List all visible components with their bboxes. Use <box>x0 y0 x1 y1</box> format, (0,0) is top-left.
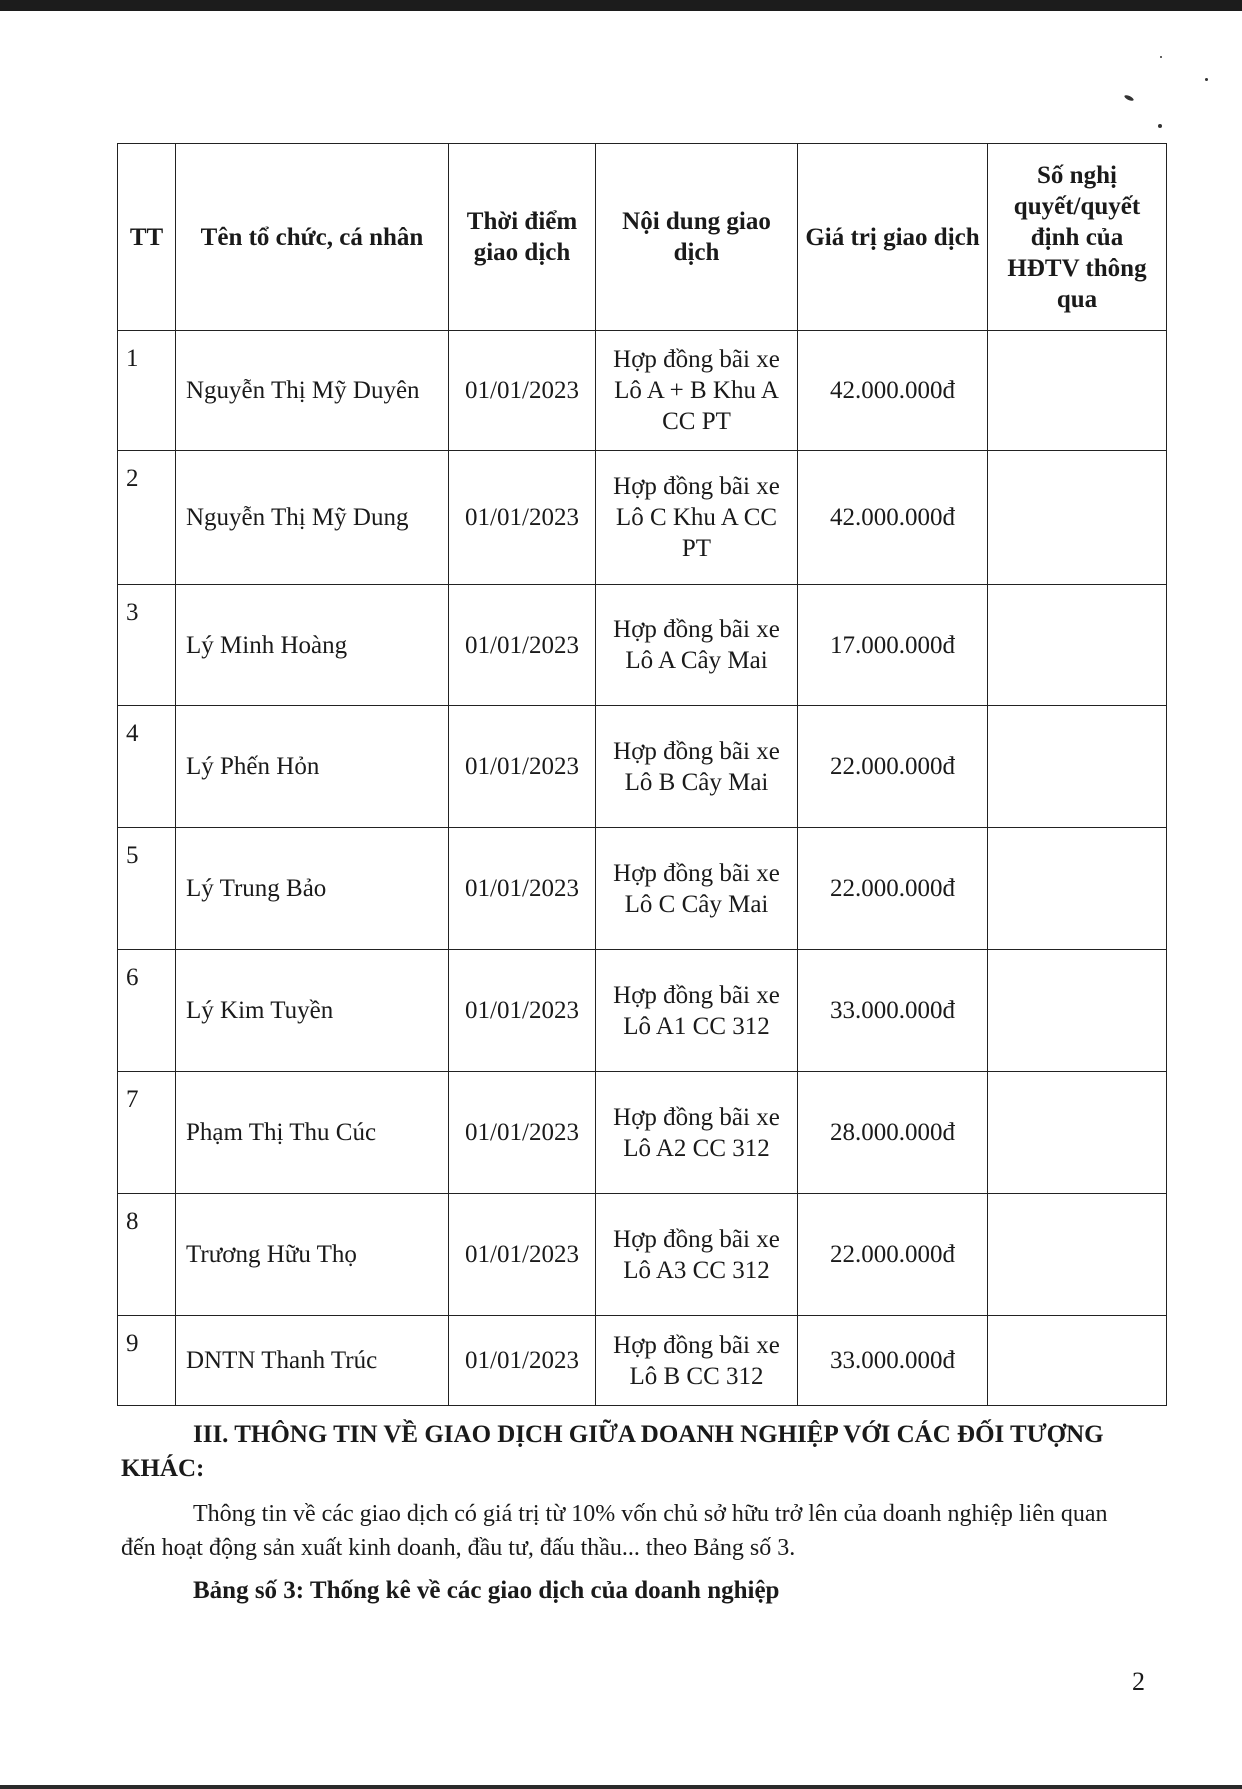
cell-tt: 9 <box>118 1316 176 1406</box>
scan-speck <box>1158 124 1162 128</box>
cell-content: Hợp đồng bãi xe Lô C Khu A CC PT <box>596 451 798 585</box>
header-date: Thời điểm giao dịch <box>449 144 596 331</box>
cell-name: Lý Kim Tuyền <box>176 950 449 1072</box>
cell-name: Nguyễn Thị Mỹ Duyên <box>176 331 449 451</box>
table-row <box>118 828 1167 950</box>
cell-content: Hợp đồng bãi xe Lô A3 CC 312 <box>596 1194 798 1316</box>
cell-date: 01/01/2023 <box>449 950 596 1072</box>
page-number: 2 <box>1132 1667 1145 1696</box>
scan-speck <box>1205 78 1208 81</box>
cell-name: DNTN Thanh Trúc <box>176 1316 449 1406</box>
cell-date: 01/01/2023 <box>449 331 596 451</box>
cell-value: 22.000.000đ <box>798 828 988 950</box>
table-row <box>118 1072 1167 1194</box>
cell-date: 01/01/2023 <box>449 585 596 706</box>
cell-resolution <box>988 1194 1167 1316</box>
table-row <box>118 585 1167 706</box>
cell-content: Hợp đồng bãi xe Lô A Cây Mai <box>596 585 798 706</box>
cell-resolution <box>988 706 1167 828</box>
cell-resolution <box>988 585 1167 706</box>
cell-value: 42.000.000đ <box>798 331 988 451</box>
scan-speck <box>1124 94 1135 102</box>
cell-tt: 5 <box>118 828 176 950</box>
cell-content: Hợp đồng bãi xe Lô B Cây Mai <box>596 706 798 828</box>
scan-top-edge <box>0 0 1242 11</box>
cell-value: 33.000.000đ <box>798 1316 988 1406</box>
header-name: Tên tổ chức, cá nhân <box>176 144 449 331</box>
cell-content: Hợp đồng bãi xe Lô A + B Khu A CC PT <box>596 331 798 451</box>
cell-tt: 8 <box>118 1194 176 1316</box>
header-tt: TT <box>118 144 176 331</box>
table-row <box>118 451 1167 585</box>
scan-speck <box>1160 56 1162 58</box>
cell-tt: 4 <box>118 706 176 828</box>
cell-value: 22.000.000đ <box>798 706 988 828</box>
section-paragraph: Thông tin về các giao dịch có giá trị từ 10% vốn chủ sở hữu trở lên của doanh nghiệp liên quan đến hoạt động sản xuất kinh doanh, đầu tư, đấu thầu... theo Bảng số 3. <box>121 1501 1108 1561</box>
cell-tt: 6 <box>118 950 176 1072</box>
cell-name: Nguyễn Thị Mỹ Dung <box>176 451 449 585</box>
cell-resolution <box>988 1072 1167 1194</box>
cell-resolution <box>988 828 1167 950</box>
cell-date: 01/01/2023 <box>449 706 596 828</box>
header-resolution: Số nghị quyết/quyết định của HĐTV thông qua <box>988 144 1167 331</box>
table-row <box>118 1316 1167 1406</box>
cell-date: 01/01/2023 <box>449 1194 596 1316</box>
cell-name: Phạm Thị Thu Cúc <box>176 1072 449 1194</box>
section-heading: III. THÔNG TIN VỀ GIAO DỊCH GIỮA DOANH NGHIỆP VỚI CÁC ĐỐI TƯỢNG KHÁC: <box>121 1421 1104 1482</box>
cell-name: Lý Phến Hỏn <box>176 706 449 828</box>
header-content: Nội dung giao dịch <box>596 144 798 331</box>
table-row <box>118 706 1167 828</box>
table-row <box>118 1194 1167 1316</box>
cell-date: 01/01/2023 <box>449 828 596 950</box>
cell-value: 28.000.000đ <box>798 1072 988 1194</box>
cell-tt: 3 <box>118 585 176 706</box>
cell-name: Lý Trung Bảo <box>176 828 449 950</box>
header-value: Giá trị giao dịch <box>798 144 988 331</box>
cell-value: 42.000.000đ <box>798 451 988 585</box>
table-row <box>118 950 1167 1072</box>
scan-bottom-edge <box>0 1785 1242 1789</box>
cell-value: 22.000.000đ <box>798 1194 988 1316</box>
cell-resolution <box>988 451 1167 585</box>
cell-resolution <box>988 950 1167 1072</box>
cell-content: Hợp đồng bãi xe Lô B CC 312 <box>596 1316 798 1406</box>
table-header-row <box>118 144 1167 331</box>
cell-value: 33.000.000đ <box>798 950 988 1072</box>
cell-name: Lý Minh Hoàng <box>176 585 449 706</box>
cell-date: 01/01/2023 <box>449 451 596 585</box>
cell-date: 01/01/2023 <box>449 1316 596 1406</box>
cell-content: Hợp đồng bãi xe Lô C Cây Mai <box>596 828 798 950</box>
cell-tt: 2 <box>118 451 176 585</box>
cell-tt: 7 <box>118 1072 176 1194</box>
cell-date: 01/01/2023 <box>449 1072 596 1194</box>
cell-content: Hợp đồng bãi xe Lô A1 CC 312 <box>596 950 798 1072</box>
cell-resolution <box>988 1316 1167 1406</box>
table-caption: Bảng số 3: Thống kê về các giao dịch của doanh nghiệp <box>193 1577 780 1604</box>
transactions-table <box>117 143 1167 1406</box>
cell-value: 17.000.000đ <box>798 585 988 706</box>
cell-name: Trương Hữu Thọ <box>176 1194 449 1316</box>
cell-tt: 1 <box>118 331 176 451</box>
cell-content: Hợp đồng bãi xe Lô A2 CC 312 <box>596 1072 798 1194</box>
table-row <box>118 331 1167 451</box>
cell-resolution <box>988 331 1167 451</box>
